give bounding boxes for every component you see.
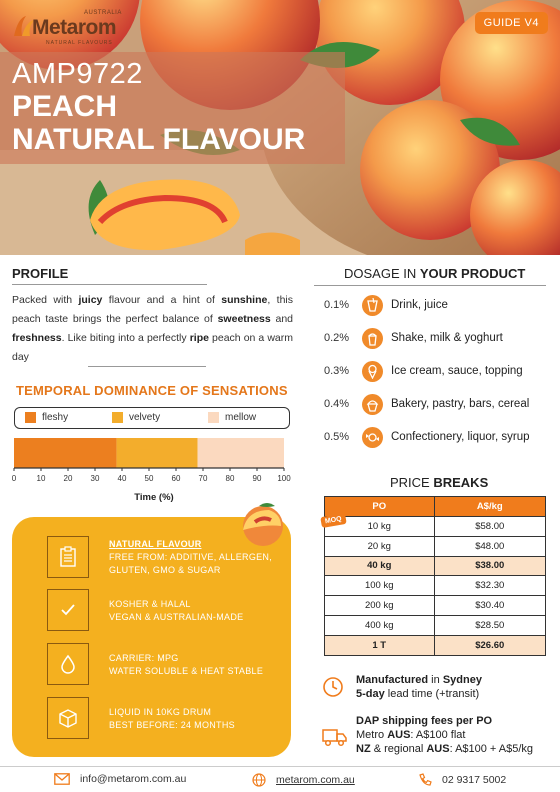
price-row-po: 10 kg [325, 517, 435, 537]
dosage-percent: 0.2% [324, 332, 350, 344]
product-name-line1: PEACH [12, 90, 118, 123]
peach-slice-icon [235, 500, 287, 548]
product-code: AMP9722 [12, 58, 143, 90]
dosage-application: Confectionery, liquor, syrup [391, 431, 530, 443]
price-row-po: 20 kg [325, 536, 435, 556]
guide-version-badge: GUIDE V4 [475, 12, 548, 34]
price-row-po: 200 kg [325, 596, 435, 616]
footer-divider [0, 766, 560, 767]
tds-tick-label: 50 [144, 474, 154, 483]
profile-bottom-rule [88, 366, 206, 367]
delivery-truck-icon [322, 727, 348, 747]
profile-heading: PROFILE [12, 266, 69, 281]
card-row-carrier: CARRIER: MPG WATER SOLUBLE & HEAT STABLE [109, 653, 264, 676]
price-row-po: 40 kg [325, 556, 435, 576]
price-row-value: $30.40 [434, 596, 546, 616]
card-row-packaging: LIQUID IN 10KG DRUM BEST BEFORE: 24 MONTHS [109, 707, 235, 730]
manufacture-info: Manufactured in Sydney 5-day lead time (+transit) [356, 674, 482, 700]
price-row [325, 576, 546, 596]
price-row [325, 615, 546, 635]
profile-heading-rule [12, 284, 207, 285]
price-row [325, 536, 546, 556]
dosage-application: Drink, juice [391, 299, 448, 311]
candy-icon [362, 427, 383, 448]
dosage-application: Bakery, pastry, bars, cereal [391, 398, 530, 410]
dosage-row [324, 427, 554, 449]
ice-cream-icon [362, 361, 383, 382]
product-name [12, 90, 305, 156]
footer-website[interactable] [252, 773, 355, 787]
card-row-natural-flavour: NATURAL FLAVOUR FREE FROM: ADDITIVE, ALLERGEN, GLUTEN, GMO & SUGAR [109, 539, 273, 575]
price-row-value: $32.30 [434, 576, 546, 596]
envelope-icon [54, 773, 70, 785]
drink-cup-icon [362, 295, 383, 316]
tds-legend [14, 407, 290, 429]
tds-bar-mellow [198, 438, 284, 468]
tds-tick-label: 20 [63, 474, 73, 483]
dosage-application: Ice cream, sauce, topping [391, 365, 523, 377]
dosage-heading-rule [314, 285, 546, 286]
legend-label-mellow: mellow [225, 412, 257, 423]
tds-bar-fleshy [14, 438, 117, 468]
legend-item-mellow [208, 412, 256, 423]
price-row [325, 596, 546, 616]
dosage-percent: 0.4% [324, 398, 350, 410]
card-row-heading: NATURAL FLAVOUR [109, 539, 202, 549]
card-row-icon-frame [47, 536, 89, 578]
price-row-value: $28.50 [434, 615, 546, 635]
tds-tick-label: 100 [277, 474, 291, 483]
milk-shake-icon [362, 328, 383, 349]
tds-bar-velvety [117, 438, 198, 468]
col-header-price: A$/kg [434, 497, 546, 517]
price-row-po: 1 T [325, 635, 435, 655]
tds-tick-label: 40 [117, 474, 127, 483]
phone-number[interactable]: 02 9317 5002 [442, 774, 507, 786]
tds-tick-label: 80 [225, 474, 235, 483]
tds-chart [10, 436, 295, 506]
legend-item-fleshy [25, 412, 68, 423]
shipping-info: DAP shipping fees per PO Metro AUS: A$100 flat NZ & regional AUS: A$100 + A$5/kg [356, 715, 534, 755]
price-row [325, 517, 546, 537]
card-row-icon-frame [47, 697, 89, 739]
price-row-value: $58.00 [434, 517, 546, 537]
card-row-icon-frame [47, 589, 89, 631]
phone-icon [418, 773, 432, 787]
dosage-percent: 0.3% [324, 365, 350, 377]
legend-swatch-mellow [208, 412, 219, 423]
package-box-icon [57, 707, 79, 729]
document-list-icon [57, 546, 79, 568]
dosage-heading: DOSAGE IN YOUR PRODUCT [344, 266, 526, 281]
metarom-logo [12, 10, 122, 44]
tds-tick-label: 60 [171, 474, 181, 483]
product-name-line2: NATURAL FLAVOUR [12, 123, 306, 156]
tds-tick-label: 70 [198, 474, 208, 483]
price-row-value: $48.00 [434, 536, 546, 556]
card-row-certifications: KOSHER & HALAL VEGAN & AUSTRALIAN-MADE [109, 599, 244, 622]
keyword-ripe: ripe [189, 332, 209, 344]
dosage-application: Shake, milk & yoghurt [391, 332, 503, 344]
cupcake-icon [362, 394, 383, 415]
hero-image [0, 0, 560, 255]
price-row [325, 556, 546, 576]
checkmark-icon [57, 599, 79, 621]
keyword-juicy: juicy [78, 294, 103, 306]
dosage-row [324, 361, 554, 383]
logo-brand: Metarom [32, 16, 117, 39]
email-link[interactable]: info@metarom.com.au [80, 773, 187, 785]
price-table-header [325, 497, 546, 517]
tds-tick-label: 0 [11, 474, 17, 483]
dosage-row [324, 394, 554, 416]
water-drop-icon [57, 653, 79, 675]
card-row-icon-frame [47, 643, 89, 685]
moq-tag: MOQ [320, 513, 346, 528]
legend-item-velvety [112, 412, 160, 423]
price-row-po: 100 kg [325, 576, 435, 596]
globe-icon [252, 773, 266, 787]
price-heading: PRICE BREAKS [390, 475, 489, 490]
profile-description: Packed with juicy flavour and a hint of sunshine, this peach taste brings the perfect balance of sweetness and freshness. Like biting into a perfectly ripe peach on a warm day [12, 294, 294, 363]
keyword-sunshine: sunshine [221, 294, 268, 306]
price-row-value: $26.60 [434, 635, 546, 655]
logo-tagline: NATURAL FLAVOURS [46, 40, 113, 46]
keyword-sweetness: sweetness [217, 313, 271, 325]
tds-tick-label: 30 [90, 474, 100, 483]
price-row-value: $38.00 [434, 556, 546, 576]
tds-x-axis-label: Time (%) [134, 492, 174, 503]
legend-label-fleshy: fleshy [42, 412, 69, 423]
product-attributes-card [12, 517, 291, 757]
keyword-freshness: freshness [12, 332, 62, 344]
price-row [325, 635, 546, 655]
tds-tick-label: 90 [252, 474, 262, 483]
footer-phone[interactable] [418, 773, 506, 787]
dosage-percent: 0.5% [324, 431, 350, 443]
price-row-po: 400 kg [325, 615, 435, 635]
dosage-row [324, 295, 554, 317]
footer-email[interactable] [54, 773, 186, 785]
logo-country: AUSTRALIA [84, 10, 122, 16]
legend-swatch-fleshy [25, 412, 36, 423]
tds-tick-label: 10 [36, 474, 46, 483]
col-header-po: PO [325, 497, 435, 517]
legend-label-velvety: velvety [129, 412, 161, 423]
website-link[interactable]: metarom.com.au [276, 774, 355, 786]
clock-icon [322, 676, 344, 698]
dosage-row [324, 328, 554, 350]
legend-swatch-velvety [112, 412, 123, 423]
tds-heading: TEMPORAL DOMINANCE OF SENSATIONS [16, 383, 288, 398]
price-table [324, 496, 546, 656]
dosage-percent: 0.1% [324, 299, 350, 311]
